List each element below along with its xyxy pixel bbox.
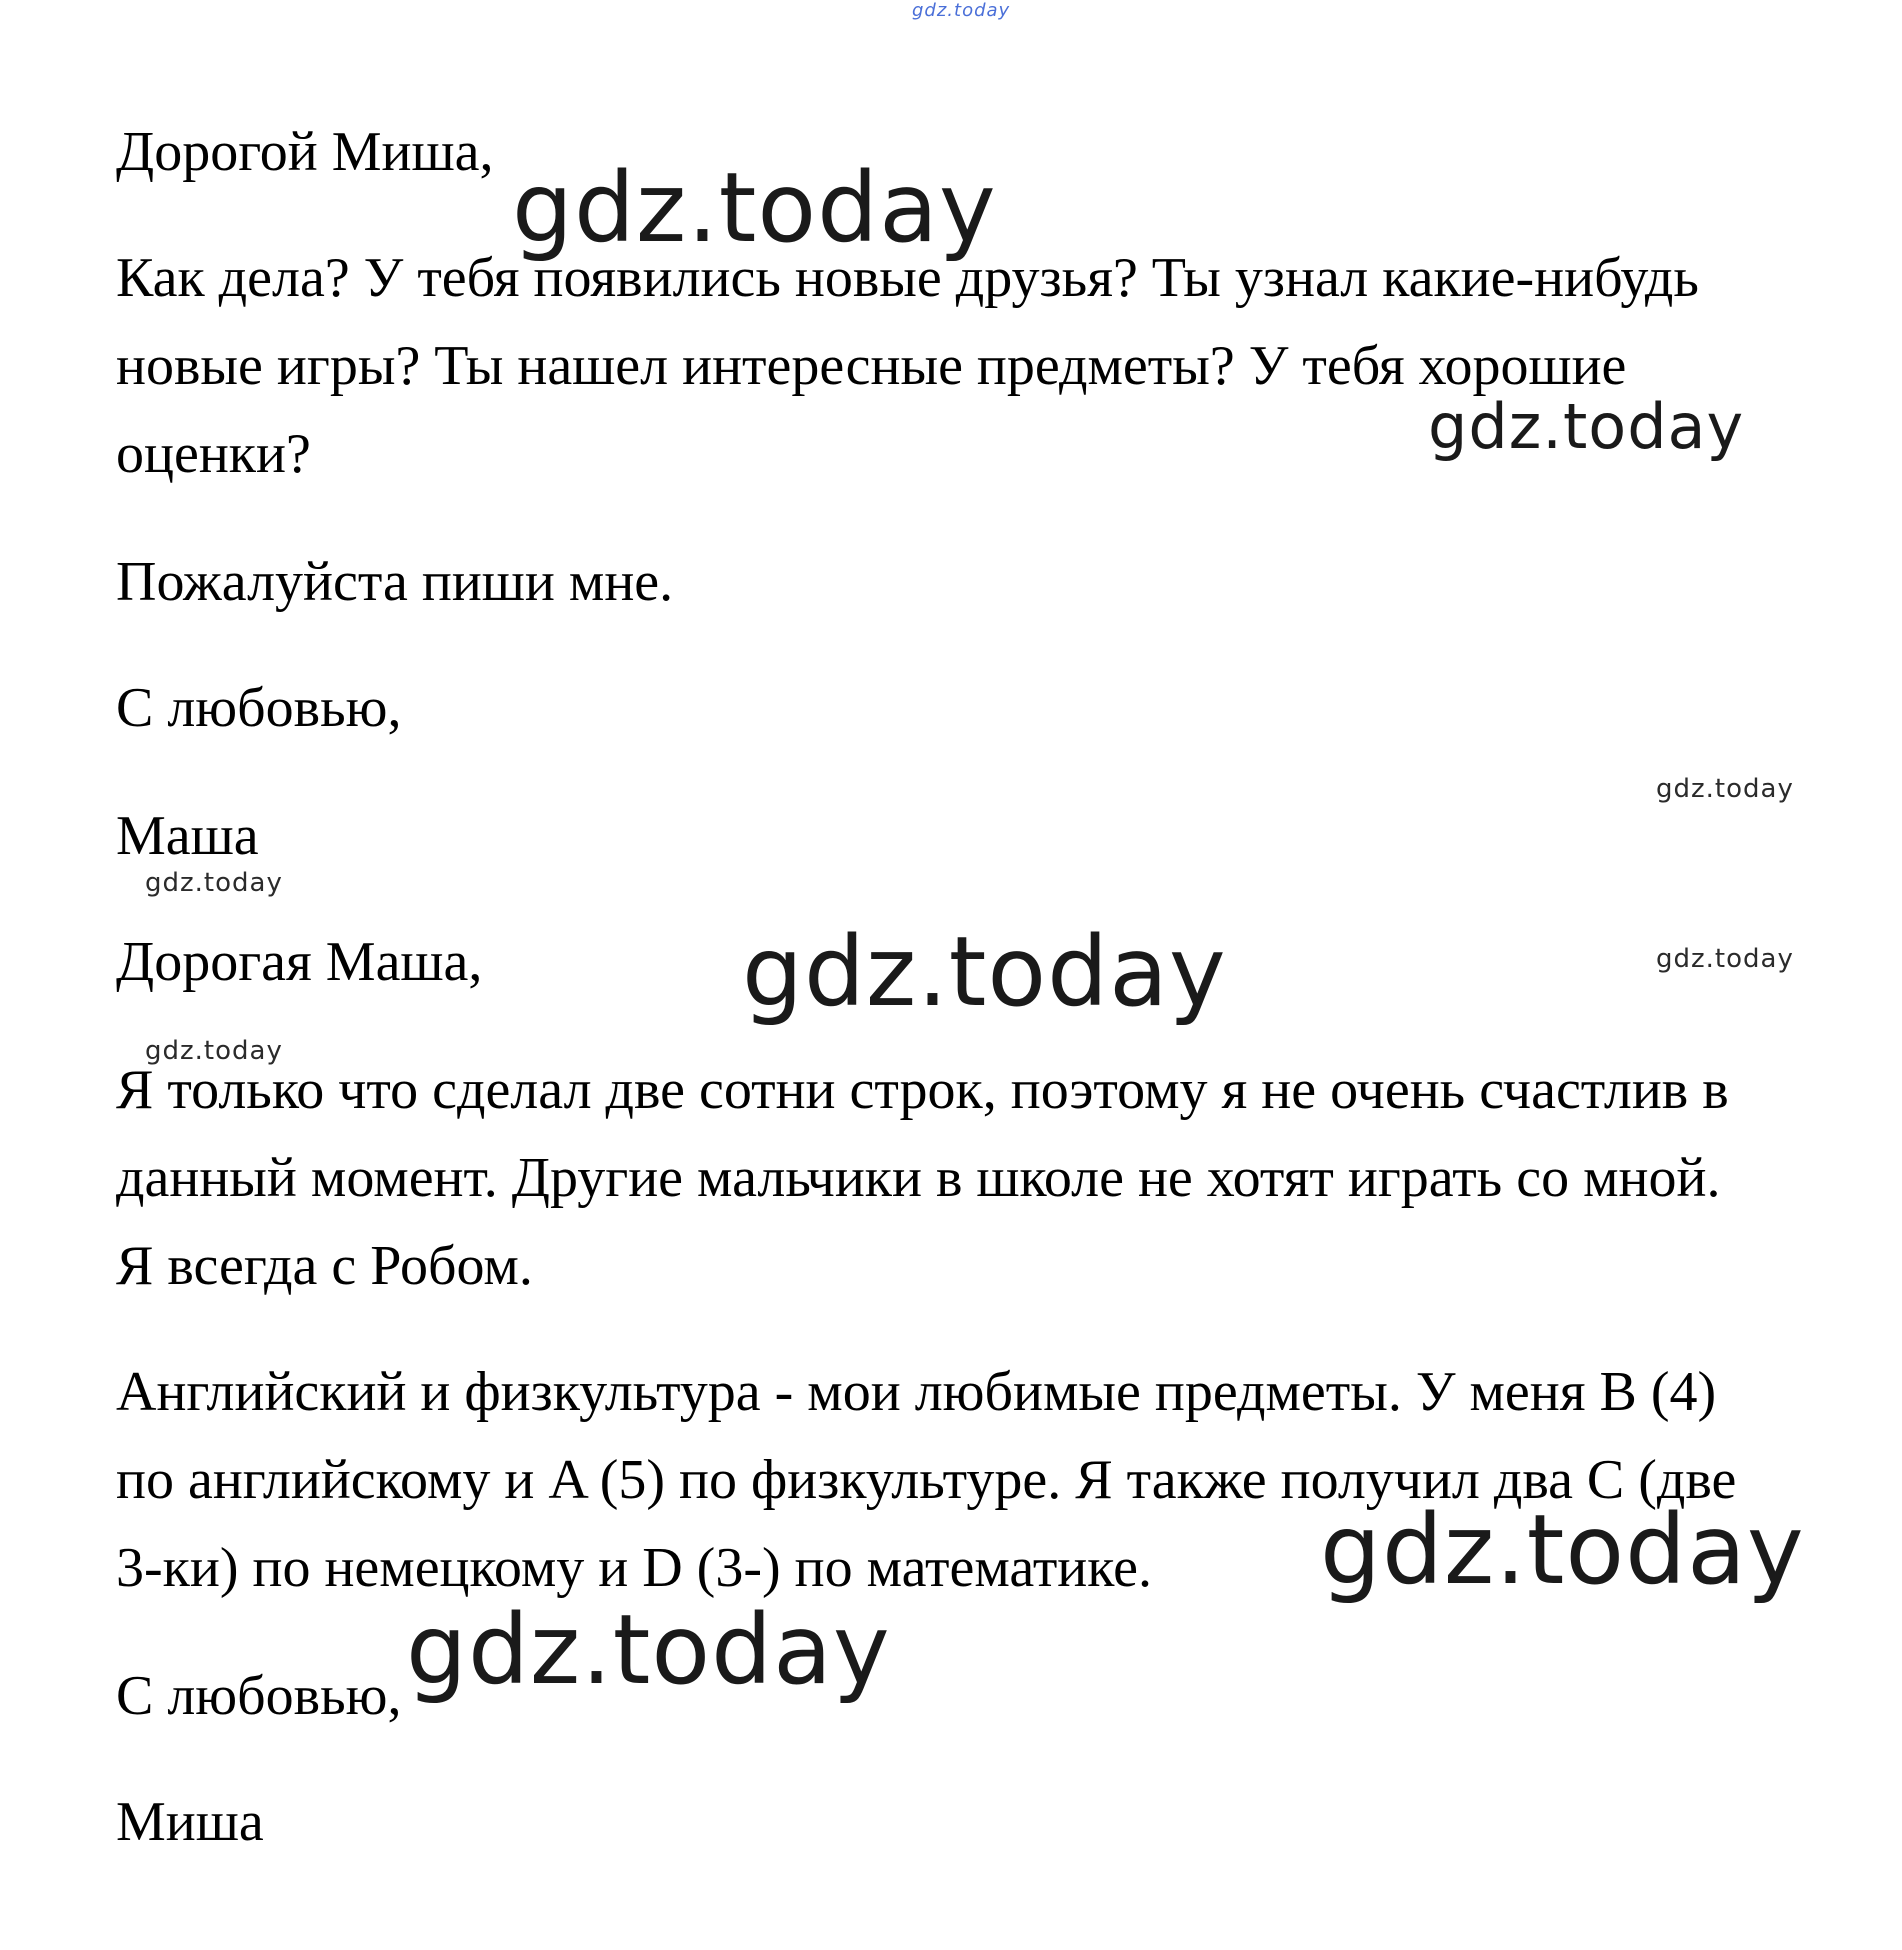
letter-2-signature: Миша	[116, 1791, 264, 1853]
watermark: gdz.today	[1656, 774, 1794, 804]
letter-1-greeting: Дорогой Миша,	[116, 121, 494, 183]
letter-1-signature: Маша	[116, 805, 259, 867]
letter-1-body-line: новые игры? Ты нашел интересные предметы? У тебя хорошие	[116, 335, 1627, 397]
watermark: gdz.today	[742, 916, 1227, 1028]
watermark: gdz.today	[912, 0, 1011, 21]
watermark: gdz.today	[145, 868, 283, 898]
letter-1-body-line: Как дела? У тебя появились новые друзья? Ты узнал какие-нибудь	[116, 247, 1699, 309]
letter-2-paragraph-1-line: Я всегда с Робом.	[116, 1235, 533, 1297]
watermark: gdz.today	[1320, 1494, 1805, 1606]
watermark: gdz.today	[1428, 390, 1745, 463]
watermark: gdz.today	[1656, 944, 1794, 974]
watermark: gdz.today	[145, 1036, 283, 1066]
letter-1-closing: С любовью,	[116, 677, 402, 739]
watermark: gdz.today	[512, 152, 997, 264]
letter-1-request: Пожалуйста пиши мне.	[116, 551, 674, 613]
letter-2-paragraph-2-line: Английский и физкультура - мои любимые предметы. У меня B (4)	[116, 1361, 1717, 1423]
letter-2-paragraph-2-line: 3-ки) по немецкому и D (3-) по математике.	[116, 1537, 1152, 1599]
watermark: gdz.today	[406, 1594, 891, 1706]
letter-2-paragraph-1-line: данный момент. Другие мальчики в школе не хотят играть со мной.	[116, 1147, 1721, 1209]
letter-1-body-line: оценки?	[116, 423, 311, 485]
letter-2-paragraph-1-line: Я только что сделал две сотни строк, поэтому я не очень счастлив в	[116, 1059, 1729, 1121]
letter-2-closing: С любовью,	[116, 1665, 402, 1727]
letter-2-greeting: Дорогая Маша,	[116, 931, 483, 993]
letter-2-paragraph-2-line: по английскому и A (5) по физкультуре. Я также получил два C (две	[116, 1449, 1737, 1511]
